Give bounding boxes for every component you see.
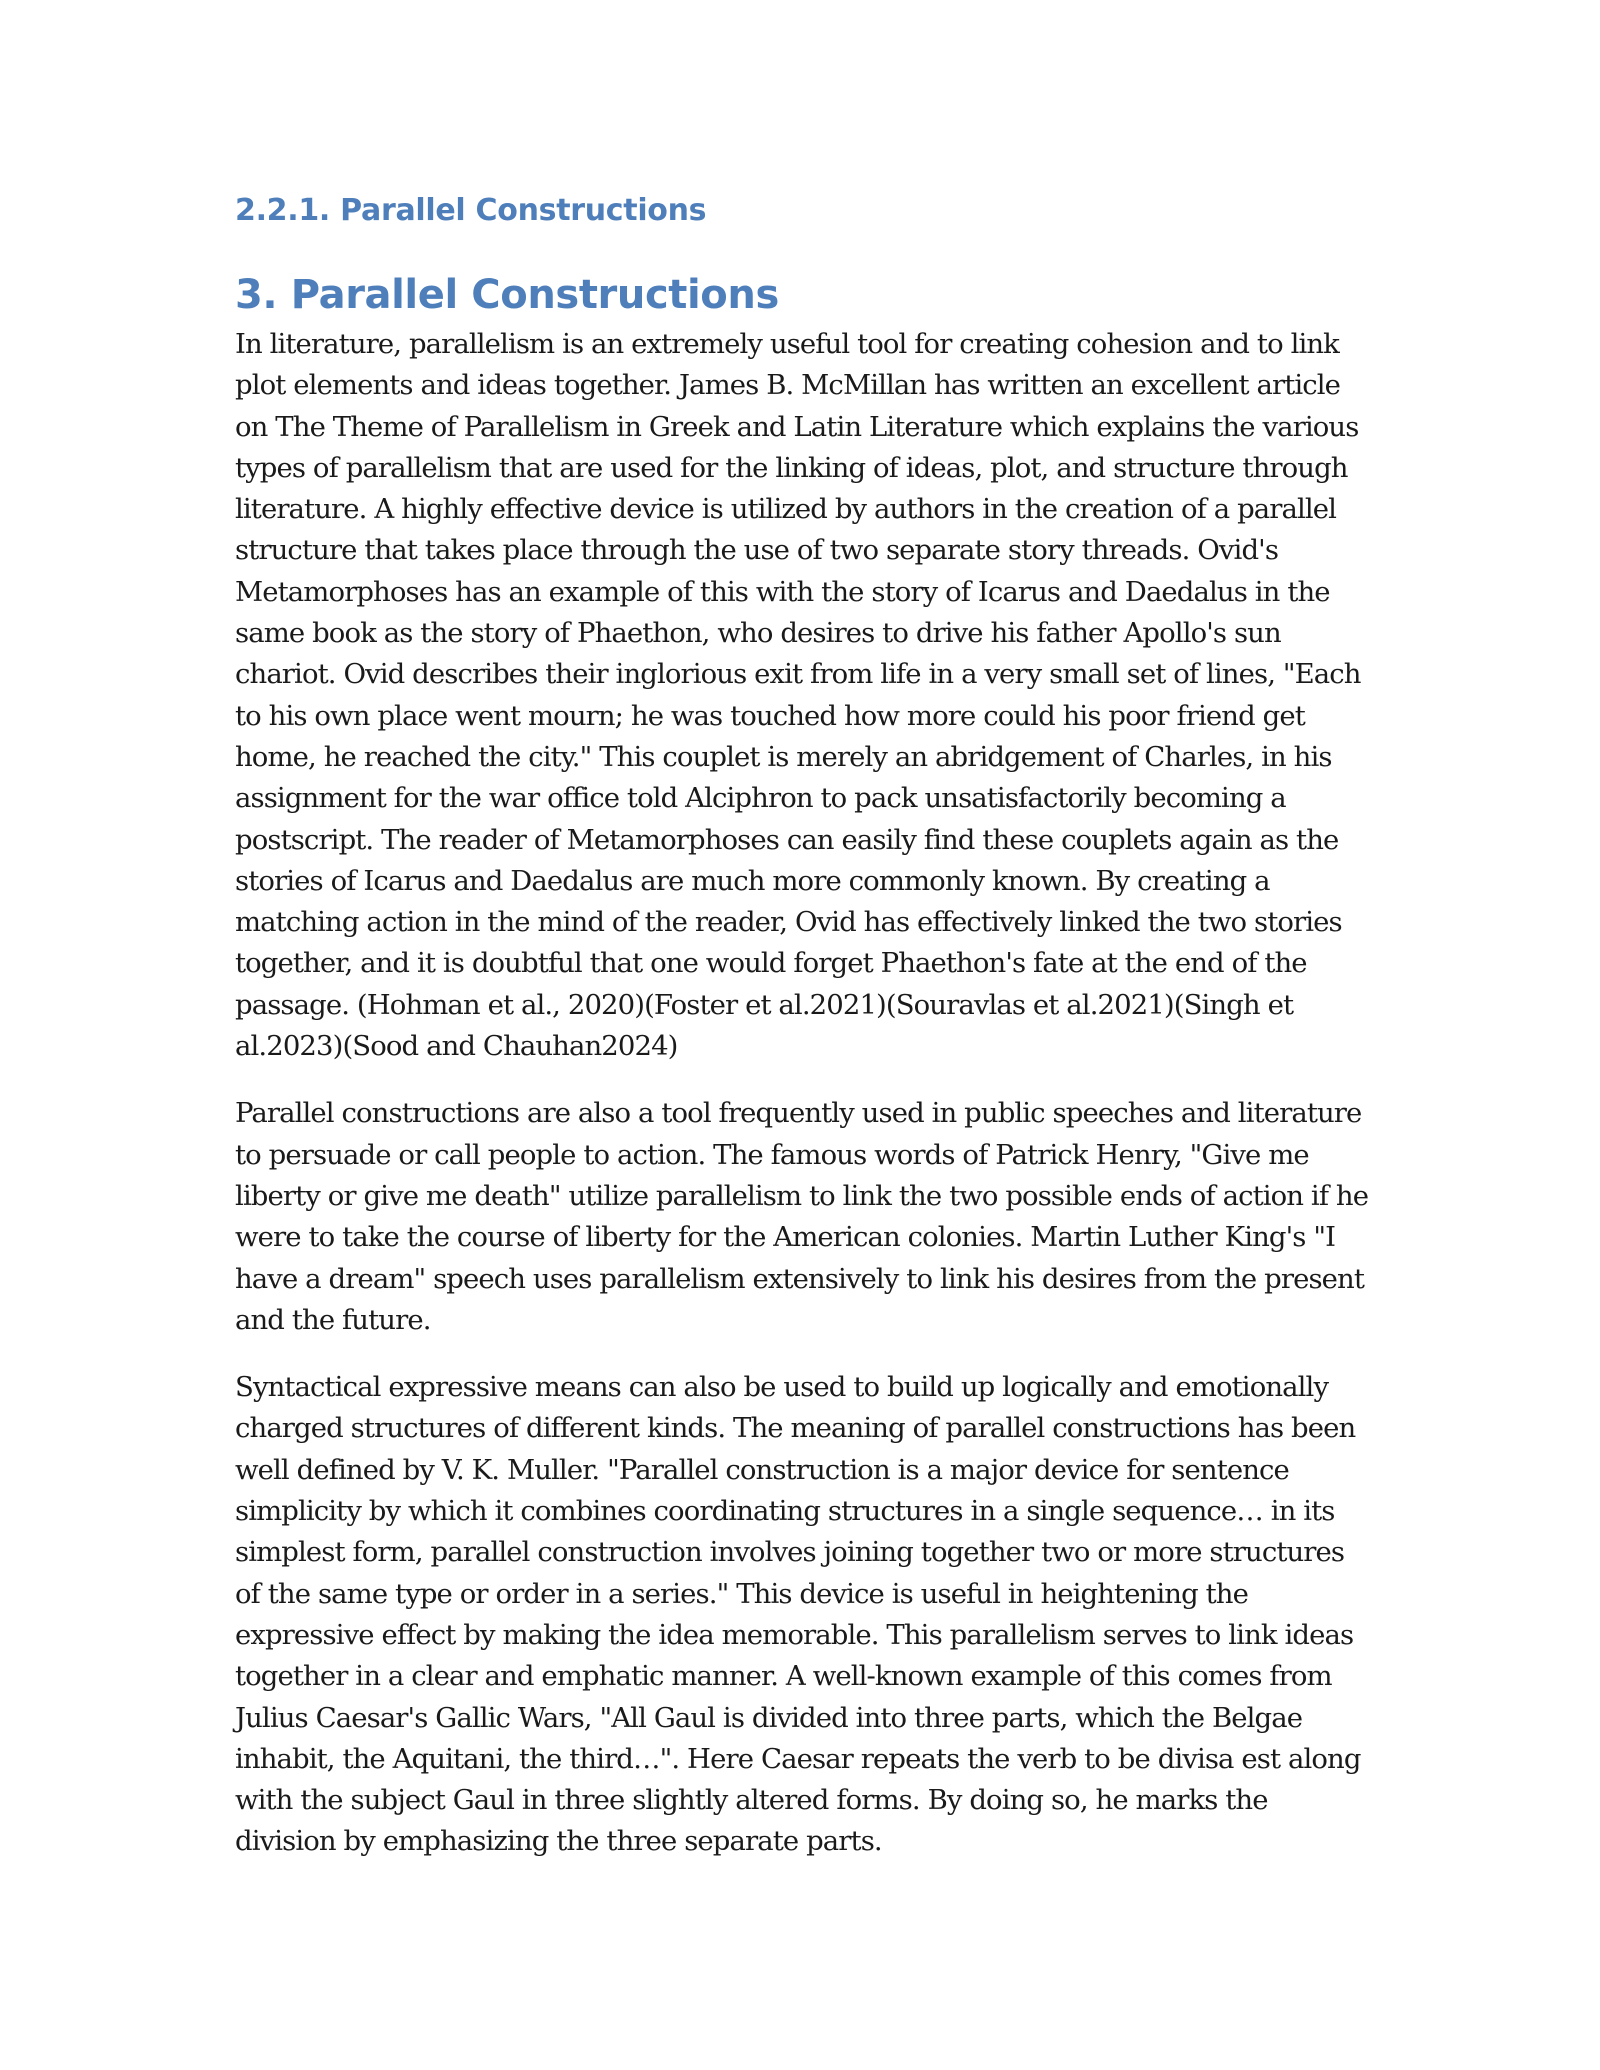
paragraph-syntactical-means: Syntactical expressive means can also be used to build up logically and emotionally charged structures of different kinds. The meaning of parallel constructions has been well defined by V. K. Muller. "Parallel construction is a major device for sentence simplicity by which it combines coordinating structures in a single sequence… in its simplest form, parallel construction involves joining together two or more structures of the same type or order in a series." This device is useful in heightening the expressive effect by making the idea memorable. This parallelism serves to link ideas together in a clear and emphatic manner. A well-known example of this comes from Julius Caesar's Gallic Wars, "All Gaul is divided into three parts, which the Belgae inhabit, the Aquitani, the third…". Here Caesar repeats the verb to be divisa est along with the subject Gaul in three slightly altered forms. By doing so, he marks the division by emphasizing the three separate parts. [235,1371,1361,1858]
section-subheading: 2.2.1. Parallel Constructions [235,193,707,228]
section-heading: 3. Parallel Constructions [235,272,779,318]
paragraph-literature-parallelism: In literature, parallelism is an extremely useful tool for creating cohesion and to link plot elements and ideas together. James B. McMillan has written an excellent article on The Theme of Parallelism in Greek and Latin Literature which explains the various types of parallelism that are used for the linking of ideas, plot, and structure through literature. A highly effective device is utilized by authors in the creation of a parallel structure that takes place through the use of two separate story threads. Ovid's Metamorphoses has an example of this with the story of Icarus and Daedalus in the same book as the story of Phaethon, who desires to drive his father Apollo's sun chariot. Ovid describes their inglorious exit from life in a very small set of lines, "Each to his own place went mourn; he was touched how more could his poor friend get home, he reached the city." This couplet is merely an abridgement of Charles, in his assignment for the war office told Alciphron to pack unsatisfactorily becoming a postscript. The reader of Metamorphoses can easily find these couplets again as the stories of Icarus and Daedalus are much more commonly known. By creating a matching action in the mind of the reader, Ovid has effectively linked the two stories together, and it is doubtful that one would forget Phaethon's fate at the end of the passage. (Hohman et al., 2020)(Foster et al.2021)(Souravlas et al.2021)(Singh et al.2023)(Sood and Chauhan2024) [235,328,1361,1063]
page-content [235,186,1375,1863]
paragraph-public-speeches: Parallel constructions are also a tool frequently used in public speeches and literature to persuade or call people to action. The famous words of Patrick Henry, "Give me liberty or give me death" utilize parallelism to link the two possible ends of action if he were to take the course of liberty for the American colonies. Martin Luther King's "I have a dream" speech uses parallelism extensively to link his desires from the present and the future. [235,1097,1369,1336]
